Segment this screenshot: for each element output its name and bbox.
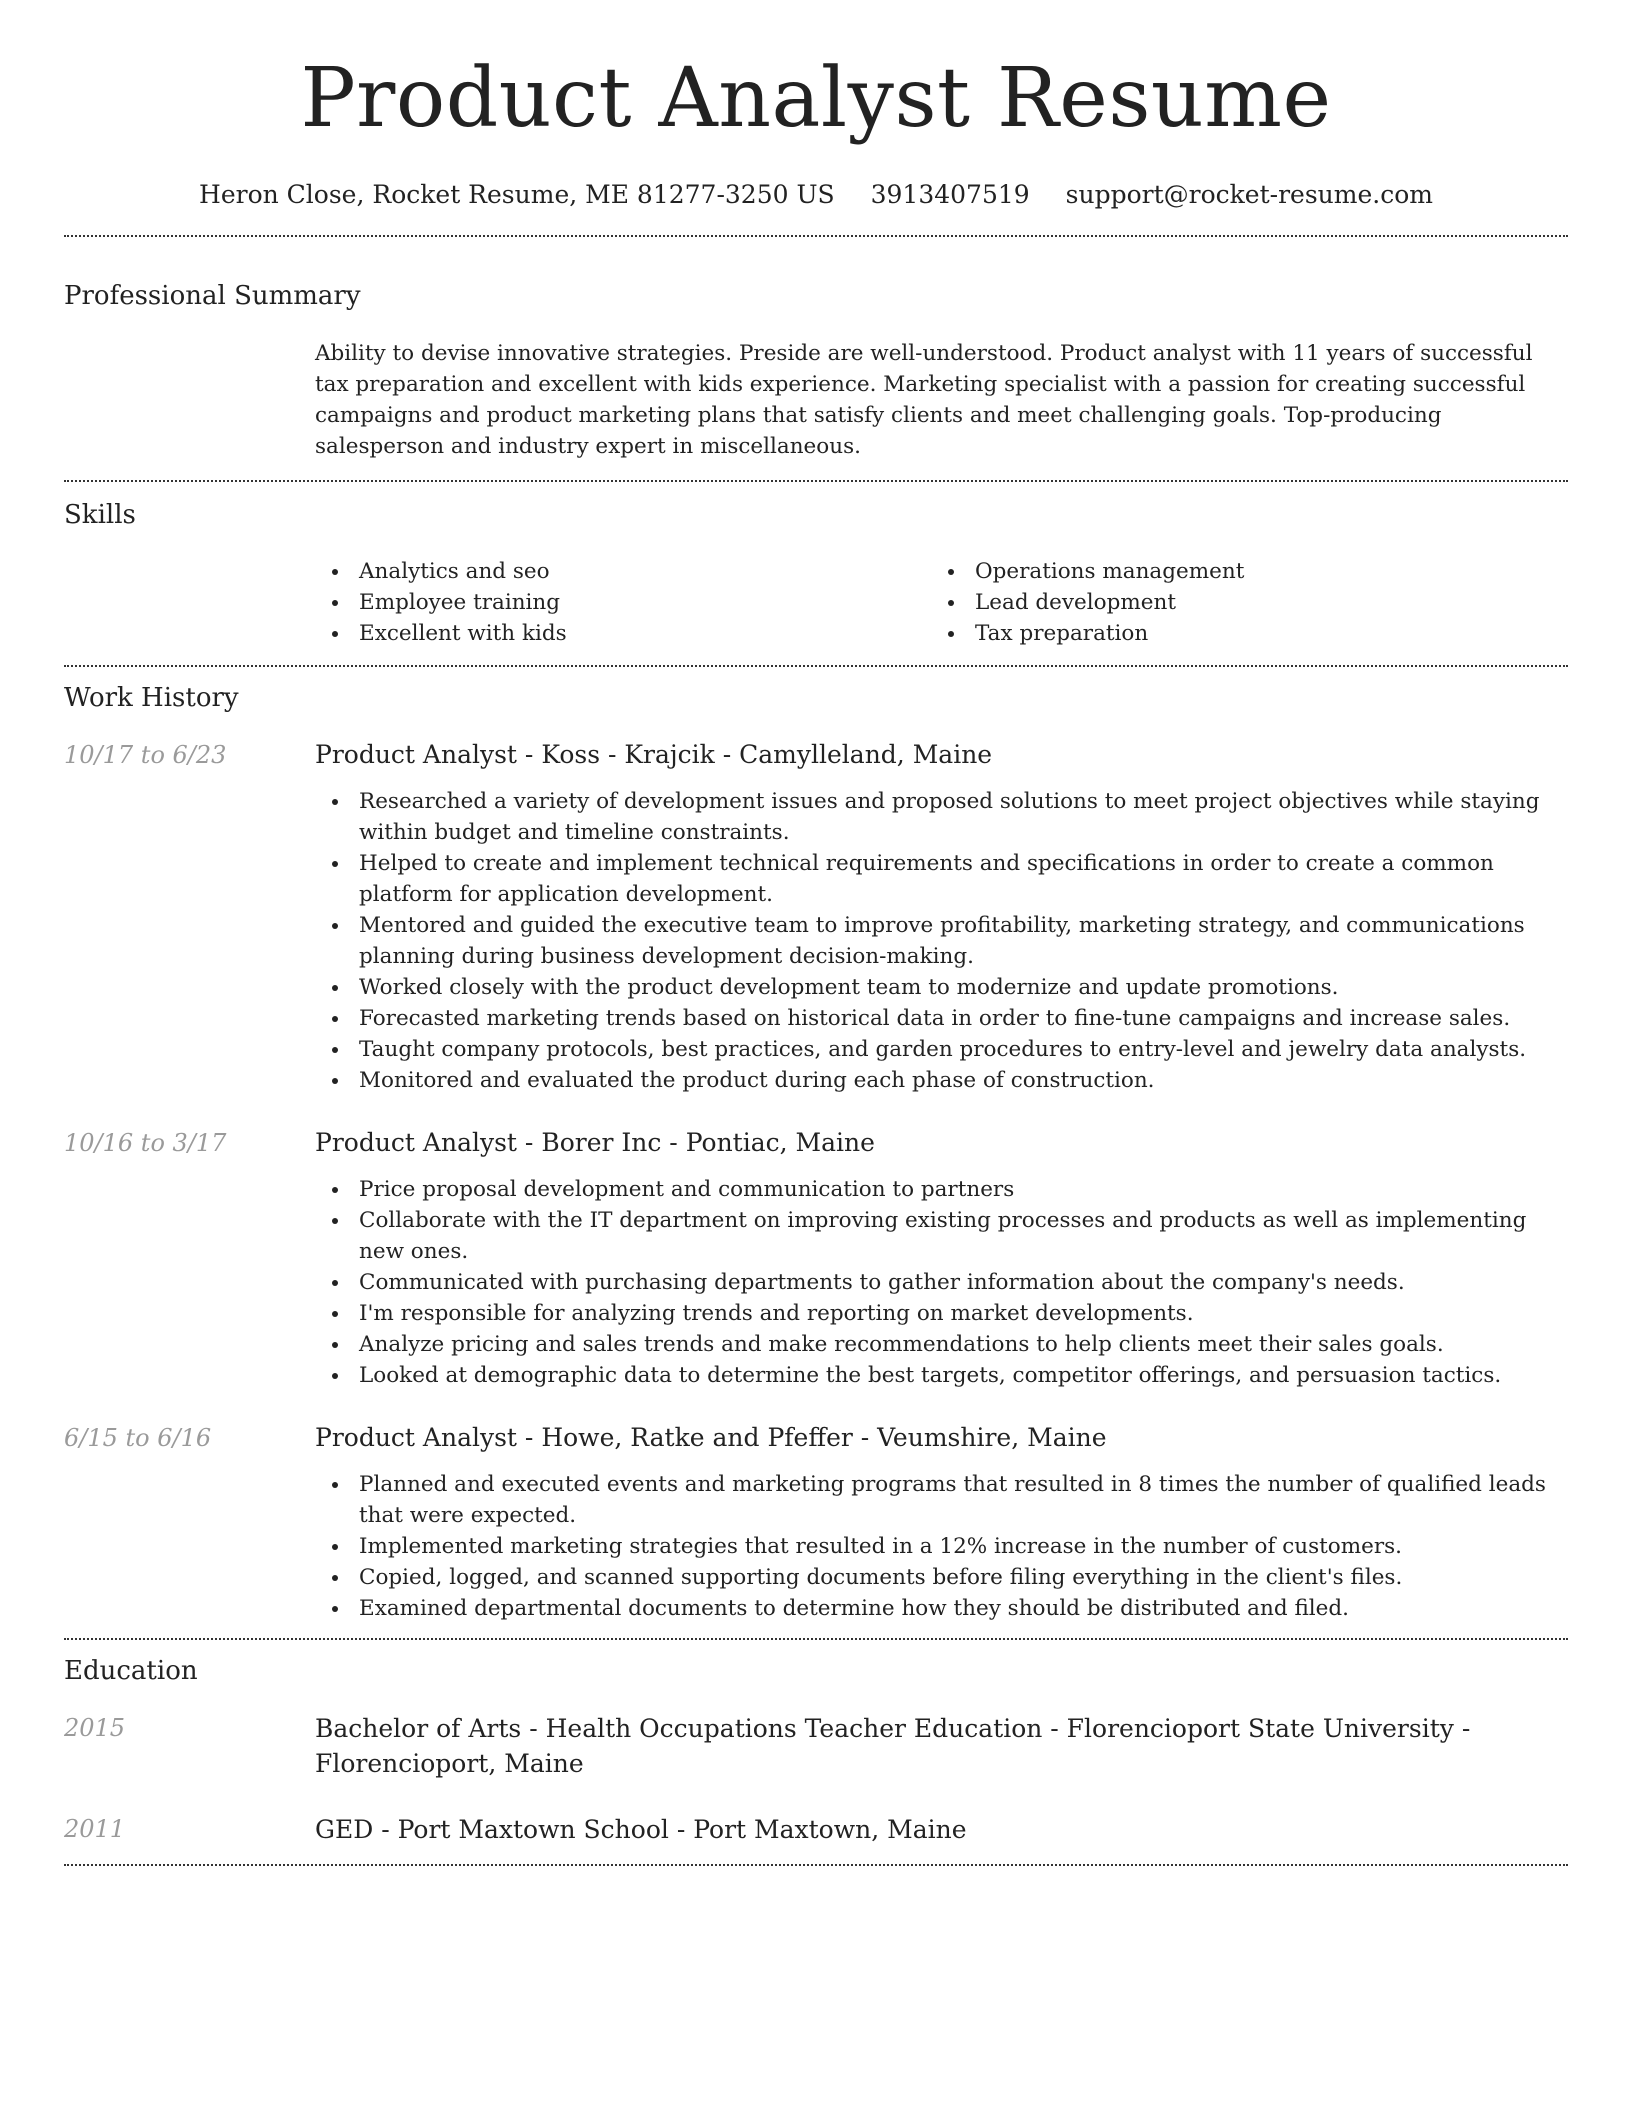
divider — [64, 235, 1568, 237]
work-bullet: Forecasted marketing trends based on historical data in order to fine-tune campaigns and increase sales. — [315, 1003, 1568, 1034]
section-heading-skills: Skills — [64, 500, 136, 530]
work-bullet: I'm responsible for analyzing trends and reporting on market developments. — [315, 1298, 1568, 1329]
page-title: Product Analyst Resume — [300, 51, 1332, 146]
work-bullet: Price proposal development and communication to partners — [315, 1174, 1568, 1205]
divider — [64, 480, 1568, 482]
work-bullet: Implemented marketing strategies that resulted in a 12% increase in the number of customers. — [315, 1531, 1568, 1562]
section-heading-work-history: Work History — [64, 683, 239, 713]
work-bullet: Helped to create and implement technical requirements and specifications in order to create a common platform for application development. — [315, 848, 1568, 910]
skill-item: Employee training — [315, 587, 931, 618]
work-bullet: Monitored and evaluated the product during each phase of construction. — [315, 1065, 1568, 1096]
resume-page — [64, 0, 1568, 1866]
contact-phone: 3913407519 — [870, 180, 1030, 209]
work-entry — [64, 1126, 1568, 1391]
summary-text: Ability to devise innovative strategies. Preside are well-understood. Product analyst with 11 years of successful tax preparation and excellent with kids experience. Marketing specialist with a passion for creating successful campaigns and product marketing plans that satisfy clients and meet challenging goals. Top-producing salesperson and industry expert in miscellaneous. — [315, 341, 1533, 459]
work-bullet: Mentored and guided the executive team to improve profitability, marketing strategy, and communications planning during business development decision-making. — [315, 910, 1568, 972]
skill-item: Tax preparation — [931, 618, 1568, 649]
work-bullets — [315, 786, 1568, 1096]
work-title: Product Analyst - Borer Inc - Pontiac, Maine — [315, 1128, 875, 1157]
skill-item: Lead development — [931, 587, 1568, 618]
work-bullet: Worked closely with the product development team to modernize and update promotions. — [315, 972, 1568, 1003]
work-title: Product Analyst - Koss - Krajcik - Camylleland, Maine — [315, 740, 993, 769]
work-bullet: Communicated with purchasing departments to gather information about the company's needs. — [315, 1267, 1568, 1298]
work-bullet: Taught company protocols, best practices, and garden procedures to entry-level and jewelry data analysts. — [315, 1034, 1568, 1065]
work-entry — [64, 1421, 1568, 1624]
divider — [64, 665, 1568, 667]
work-dates: 6/15 to 6/16 — [64, 1424, 212, 1452]
contact-line — [64, 180, 1568, 209]
work-entry-body — [315, 738, 1568, 1096]
work-bullet: Researched a variety of development issues and proposed solutions to meet project objectives while staying within budget and timeline constraints. — [315, 786, 1568, 848]
skills-column-left — [315, 556, 931, 649]
divider — [64, 1864, 1568, 1866]
work-bullet: Planned and executed events and marketing programs that resulted in 8 times the number of qualified leads that were expected. — [315, 1469, 1568, 1531]
education-entry — [64, 1711, 1568, 1781]
section-heading-summary: Professional Summary — [64, 281, 361, 311]
work-bullet: Examined departmental documents to determine how they should be distributed and filed. — [315, 1593, 1568, 1624]
contact-address: Heron Close, Rocket Resume, ME 81277-3250 US — [199, 180, 835, 209]
work-title: Product Analyst - Howe, Ratke and Pfeffer - Veumshire, Maine — [315, 1423, 1107, 1452]
education-entry — [64, 1812, 1568, 1847]
education-title: Bachelor of Arts - Health Occupations Teacher Education - Florencioport State University - Florencioport, Maine — [315, 1714, 1471, 1778]
work-bullets — [315, 1469, 1568, 1624]
skills-column-right — [931, 556, 1568, 649]
work-entry — [64, 738, 1568, 1096]
skill-item: Operations management — [931, 556, 1568, 587]
work-dates: 10/17 to 6/23 — [64, 741, 227, 769]
education-title: GED - Port Maxtown School - Port Maxtown, Maine — [315, 1815, 967, 1844]
work-bullet: Copied, logged, and scanned supporting documents before filing everything in the client's files. — [315, 1562, 1568, 1593]
divider — [64, 1638, 1568, 1640]
section-heading-education: Education — [64, 1656, 198, 1686]
work-dates: 10/16 to 3/17 — [64, 1129, 227, 1157]
education-entry-body — [315, 1812, 1568, 1847]
skill-item: Analytics and seo — [315, 556, 931, 587]
skills-list — [315, 556, 1568, 649]
work-entry-body — [315, 1421, 1568, 1624]
work-bullet: Looked at demographic data to determine the best targets, competitor offerings, and persuasion tactics. — [315, 1360, 1568, 1391]
work-entry-body — [315, 1126, 1568, 1391]
work-bullets — [315, 1174, 1568, 1391]
work-bullet: Analyze pricing and sales trends and make recommendations to help clients meet their sales goals. — [315, 1329, 1568, 1360]
contact-email[interactable]: support@rocket-resume.com — [1065, 180, 1433, 209]
education-year: 2015 — [64, 1714, 126, 1742]
work-bullet: Collaborate with the IT department on improving existing processes and products as well as implementing new ones. — [315, 1205, 1568, 1267]
education-entry-body — [315, 1711, 1568, 1781]
education-year: 2011 — [64, 1815, 126, 1843]
skill-item: Excellent with kids — [315, 618, 931, 649]
